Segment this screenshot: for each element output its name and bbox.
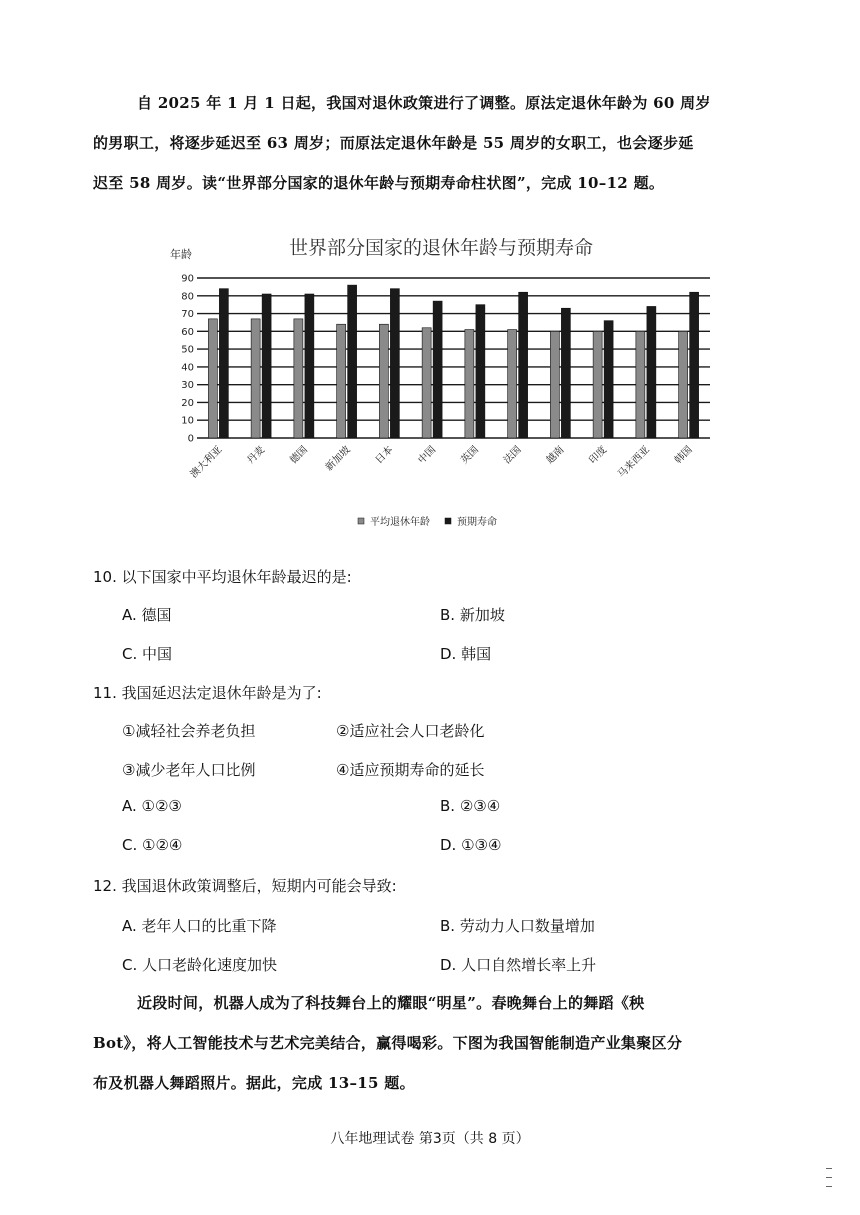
bar-retirement-age [337, 324, 346, 438]
bar-life-expectancy [433, 301, 442, 438]
outro-line-3: 布及机器人舞蹈照片。据此，完成 13–15 题。 [93, 1074, 415, 1092]
x-tick-label: 丹麦 [245, 444, 268, 467]
bar-life-expectancy [348, 285, 357, 438]
outro-line-1: 近段时间，机器人成为了科技舞台上的耀眼“明星”。春晚舞台上的舞蹈《秧 [137, 994, 645, 1012]
x-tick-label: 韩国 [672, 444, 695, 467]
chart-title: 世界部分国家的退休年龄与预期寿命 [288, 237, 594, 259]
bar-retirement-age [208, 319, 217, 438]
q11-statement-3: ③减少老年人口比例 [122, 761, 256, 779]
x-tick-label: 越南 [544, 444, 567, 467]
q10-option-a[interactable]: A. 德国 [122, 606, 172, 624]
intro-line-2: 的男职工，将逐步延迟至 63 周岁；而原法定退休年龄是 55 周岁的女职工，也会逐步延 [93, 134, 694, 152]
page-footer: 八年地理试卷 第3页（共 8 页） [330, 1131, 530, 1147]
y-axis-label: 年龄 [170, 248, 192, 261]
bar-life-expectancy [690, 292, 699, 438]
bar-retirement-age [679, 331, 688, 438]
bar-life-expectancy [219, 289, 228, 438]
bar-retirement-age [465, 330, 474, 438]
q11-statement-2: ②适应社会人口老龄化 [336, 722, 485, 740]
intro-line-3: 迟至 58 周岁。读“世界部分国家的退休年龄与预期寿命柱状图”，完成 10–12 题。 [93, 174, 665, 192]
q11-statement-1: ①减轻社会养老负担 [122, 722, 256, 740]
x-tick-label: 德国 [288, 444, 310, 467]
intro-line-1: 自 2025 年 1 月 1 日起，我国对退休政策进行了调整。原法定退休年龄为 60 周岁 [137, 94, 711, 112]
x-tick-label: 马来西亚 [615, 444, 652, 481]
q10-option-c[interactable]: C. 中国 [122, 645, 173, 663]
chart-svg [160, 225, 720, 545]
y-tick-label: 10 [181, 415, 194, 427]
legend-label: 预期寿命 [457, 517, 497, 528]
q12-option-d[interactable]: D. 人口自然增长率上升 [440, 956, 597, 974]
intro-paragraph [93, 83, 758, 203]
scan-mark [826, 1168, 832, 1192]
q11-stem: 11. 我国延迟法定退休年龄是为了: [93, 684, 322, 702]
bar-life-expectancy [519, 292, 528, 438]
bar-retirement-age [251, 319, 260, 438]
bar-retirement-age [379, 324, 388, 438]
outro-paragraph [93, 983, 758, 1103]
bar-life-expectancy [561, 308, 570, 438]
retirement-chart [160, 225, 720, 545]
y-tick-label: 40 [181, 362, 194, 374]
q11-option-d[interactable]: D. ①③④ [440, 836, 502, 854]
y-tick-label: 30 [181, 380, 194, 392]
x-tick-label: 法国 [501, 444, 524, 467]
q11-option-a[interactable]: A. ①②③ [122, 797, 182, 815]
y-tick-label: 80 [181, 291, 194, 303]
bar-life-expectancy [647, 306, 656, 438]
y-tick-label: 20 [181, 397, 194, 409]
bar-life-expectancy [390, 289, 399, 438]
q11-statement-4: ④适应预期寿命的延长 [336, 761, 485, 779]
bar-retirement-age [294, 319, 303, 438]
legend-swatch [358, 518, 364, 524]
legend-label: 平均退休年龄 [370, 517, 430, 528]
bar-retirement-age [422, 328, 431, 438]
bar-retirement-age [508, 330, 517, 438]
x-tick-label: 新加坡 [323, 444, 353, 474]
q11-option-c[interactable]: C. ①②④ [122, 836, 183, 854]
y-tick-label: 0 [187, 433, 194, 445]
bar-retirement-age [593, 331, 602, 438]
x-tick-label: 日本 [373, 444, 396, 467]
bar-life-expectancy [604, 321, 613, 438]
x-tick-label: 中国 [416, 444, 439, 467]
bar-life-expectancy [476, 305, 485, 438]
q10-option-d[interactable]: D. 韩国 [440, 645, 492, 663]
x-tick-label: 澳大利亚 [188, 444, 225, 481]
q10-option-b[interactable]: B. 新加坡 [440, 606, 505, 624]
q12-option-b[interactable]: B. 劳动力人口数量增加 [440, 917, 595, 935]
x-tick-label: 英国 [459, 444, 481, 467]
bar-retirement-age [636, 331, 645, 438]
q11-option-b[interactable]: B. ②③④ [440, 797, 501, 815]
q12-option-c[interactable]: C. 人口老龄化速度加快 [122, 956, 278, 974]
y-tick-label: 50 [181, 344, 194, 356]
y-tick-label: 70 [181, 309, 194, 321]
q12-stem: 12. 我国退休政策调整后，短期内可能会导致: [93, 877, 397, 895]
q12-option-a[interactable]: A. 老年人口的比重下降 [122, 917, 277, 935]
bar-life-expectancy [305, 294, 314, 438]
legend-swatch [445, 518, 451, 524]
y-tick-label: 90 [181, 273, 194, 285]
x-tick-label: 印度 [587, 444, 610, 467]
bar-life-expectancy [262, 294, 271, 438]
bar-retirement-age [550, 331, 559, 438]
q10-stem: 10. 以下国家中平均退休年龄最迟的是: [93, 568, 352, 586]
outro-line-2: Bot》，将人工智能技术与艺术完美结合，赢得喝彩。下图为我国智能制造产业集聚区分 [93, 1034, 683, 1052]
y-tick-label: 60 [181, 326, 194, 338]
